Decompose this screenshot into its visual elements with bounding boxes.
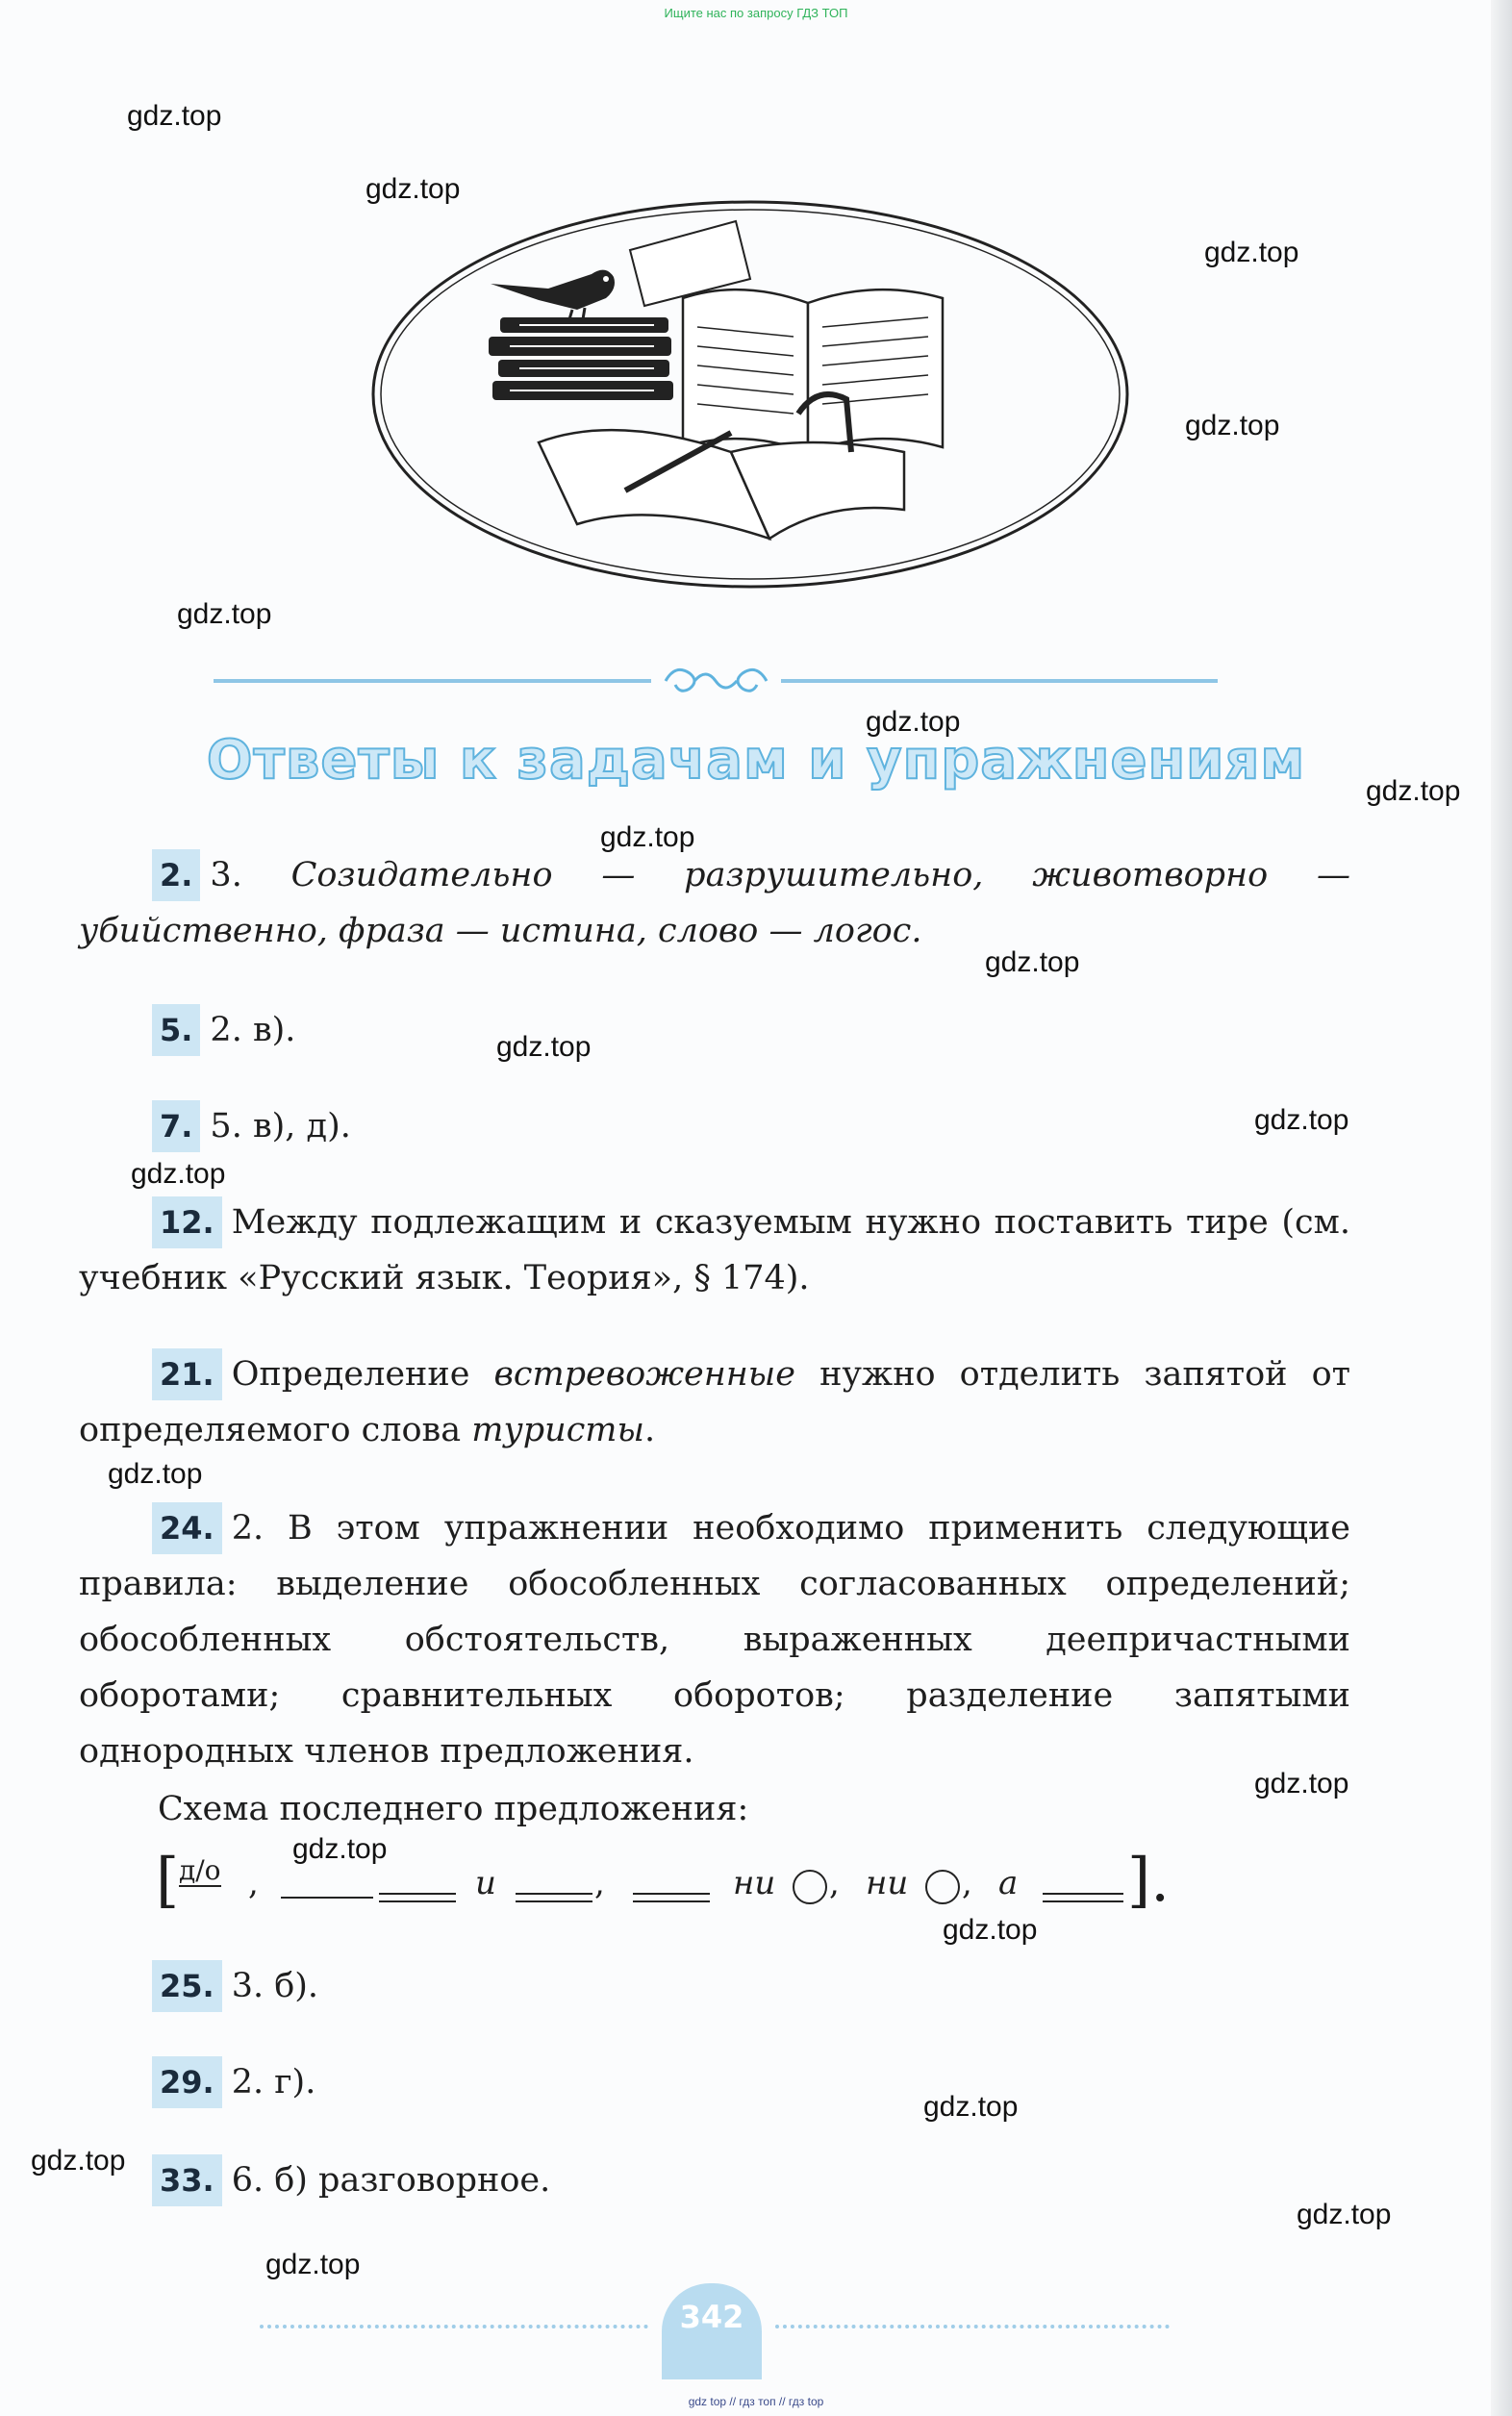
answer-text: 5. в), д). <box>210 1107 351 1145</box>
answer-21 <box>79 1346 1350 1458</box>
page-edge-shadow <box>1491 0 1512 2416</box>
watermark: gdz.top <box>108 1458 203 1490</box>
footer-dotted-line-left <box>260 2325 648 2328</box>
answer-text: 3. <box>210 856 291 894</box>
answer-number: 7. <box>152 1100 200 1152</box>
scheme-double-line <box>516 1900 592 1902</box>
scheme-open-bracket: [ <box>156 1845 180 1915</box>
answer-text-italic: встревоженные <box>493 1355 796 1394</box>
answer-text-italic: Созидательно — разрушительно, животворно — убийственно, фраза — истина, слово — логос. <box>79 856 1350 950</box>
watermark: gdz.top <box>923 2091 1019 2123</box>
answer-number: 24. <box>152 1502 222 1554</box>
watermark: gdz.top <box>1185 410 1280 441</box>
scheme-word-i: и <box>475 1864 496 1902</box>
answer-29 <box>79 2054 1350 2110</box>
scheme-double-line <box>1043 1893 1123 1895</box>
answer-number: 21. <box>152 1348 222 1400</box>
watermark: gdz.top <box>1254 1104 1349 1136</box>
watermark: gdz.top <box>600 821 695 853</box>
scheme-caption: Схема последнего предложения: <box>158 1790 749 1828</box>
watermark: gdz.top <box>131 1158 226 1190</box>
scheme-double-line <box>633 1893 710 1895</box>
answer-25 <box>79 1958 1350 2014</box>
scheme-circle <box>925 1870 960 1904</box>
answer-text: . <box>643 1411 656 1449</box>
answer-number: 5. <box>152 1004 200 1056</box>
scheme-double-line <box>379 1893 456 1895</box>
watermark: gdz.top <box>1204 237 1299 268</box>
scheme-comma: , <box>248 1864 259 1902</box>
scheme-double-line <box>379 1900 456 1902</box>
answer-number: 29. <box>152 2056 222 2108</box>
watermark: gdz.top <box>31 2145 126 2177</box>
watermark: gdz.top <box>177 598 272 630</box>
footer-dotted-line-right <box>775 2325 1170 2328</box>
answer-text: 6. б) разговорное. <box>231 2161 551 2200</box>
answer-12 <box>79 1195 1350 1306</box>
scheme-word-ni: ни <box>733 1864 776 1902</box>
answer-text-italic: туристы <box>471 1411 644 1449</box>
illustration-frame <box>365 192 1135 596</box>
books-bird-illustration <box>365 192 1135 596</box>
watermark: gdz.top <box>496 1031 592 1063</box>
watermark: gdz.top <box>265 2249 361 2280</box>
scheme-double-line <box>516 1893 592 1895</box>
ornament-divider <box>214 662 1218 700</box>
scheme-close-bracket: ]. <box>1127 1845 1170 1915</box>
section-heading: Ответы к задачам и упражнениям <box>206 729 1306 792</box>
scheme-comma: , <box>594 1864 605 1902</box>
answer-text: Определение <box>231 1355 494 1394</box>
watermark: gdz.top <box>1366 775 1461 807</box>
scheme-line <box>281 1897 373 1899</box>
answer-number: 12. <box>152 1196 222 1248</box>
scheme-word-ni: ни <box>866 1864 909 1902</box>
answer-text: 2. В этом упражнении необходимо применить следующие правила: выделение обособленных согласованных определений; обособленных обстоятельств, выраженных деепричастными оборотами; сравнительных оборотов; разделение запятыми однородных членов предложения. <box>79 1509 1350 1771</box>
scheme-double-line <box>1043 1900 1123 1902</box>
watermark: gdz.top <box>866 706 961 738</box>
scheme-word-a: а <box>998 1864 1019 1902</box>
page-number: 342 <box>679 2299 744 2335</box>
answer-number: 2. <box>152 849 200 901</box>
answer-text: 2. в). <box>210 1011 296 1049</box>
watermark: gdz.top <box>943 1914 1038 1946</box>
answer-5 <box>79 1002 1350 1058</box>
answer-7 <box>79 1098 1350 1154</box>
watermark: gdz.top <box>292 1833 388 1865</box>
answer-text: 2. г). <box>231 2063 316 2101</box>
scheme-fraction: д/о <box>179 1854 221 1886</box>
answer-33 <box>79 2152 1350 2208</box>
scheme-comma: , <box>829 1864 840 1902</box>
answer-text: 3. б). <box>231 1967 319 2005</box>
watermark: gdz.top <box>1297 2199 1392 2230</box>
answer-number: 33. <box>152 2154 222 2206</box>
answer-24 <box>79 1500 1350 1779</box>
answer-number: 25. <box>152 1960 222 2012</box>
bottom-note[interactable]: gdz top // гдз топ // гдз top <box>688 2395 824 2408</box>
answer-2 <box>79 847 1350 959</box>
answer-text: нужно отделить запятой от определяемого слова <box>79 1355 1351 1449</box>
scheme-double-line <box>633 1900 710 1902</box>
watermark: gdz.top <box>365 173 461 205</box>
scheme-circle <box>793 1870 827 1904</box>
scheme-comma: , <box>962 1864 972 1902</box>
top-note[interactable]: Ищите нас по запросу ГДЗ ТОП <box>664 6 848 20</box>
watermark: gdz.top <box>127 100 222 132</box>
watermark: gdz.top <box>985 946 1080 978</box>
watermark: gdz.top <box>1254 1768 1349 1799</box>
answer-text: Между подлежащим и сказуемым нужно поставить тире (см. учебник «Русский язык. Теория», § 174). <box>79 1203 1350 1297</box>
